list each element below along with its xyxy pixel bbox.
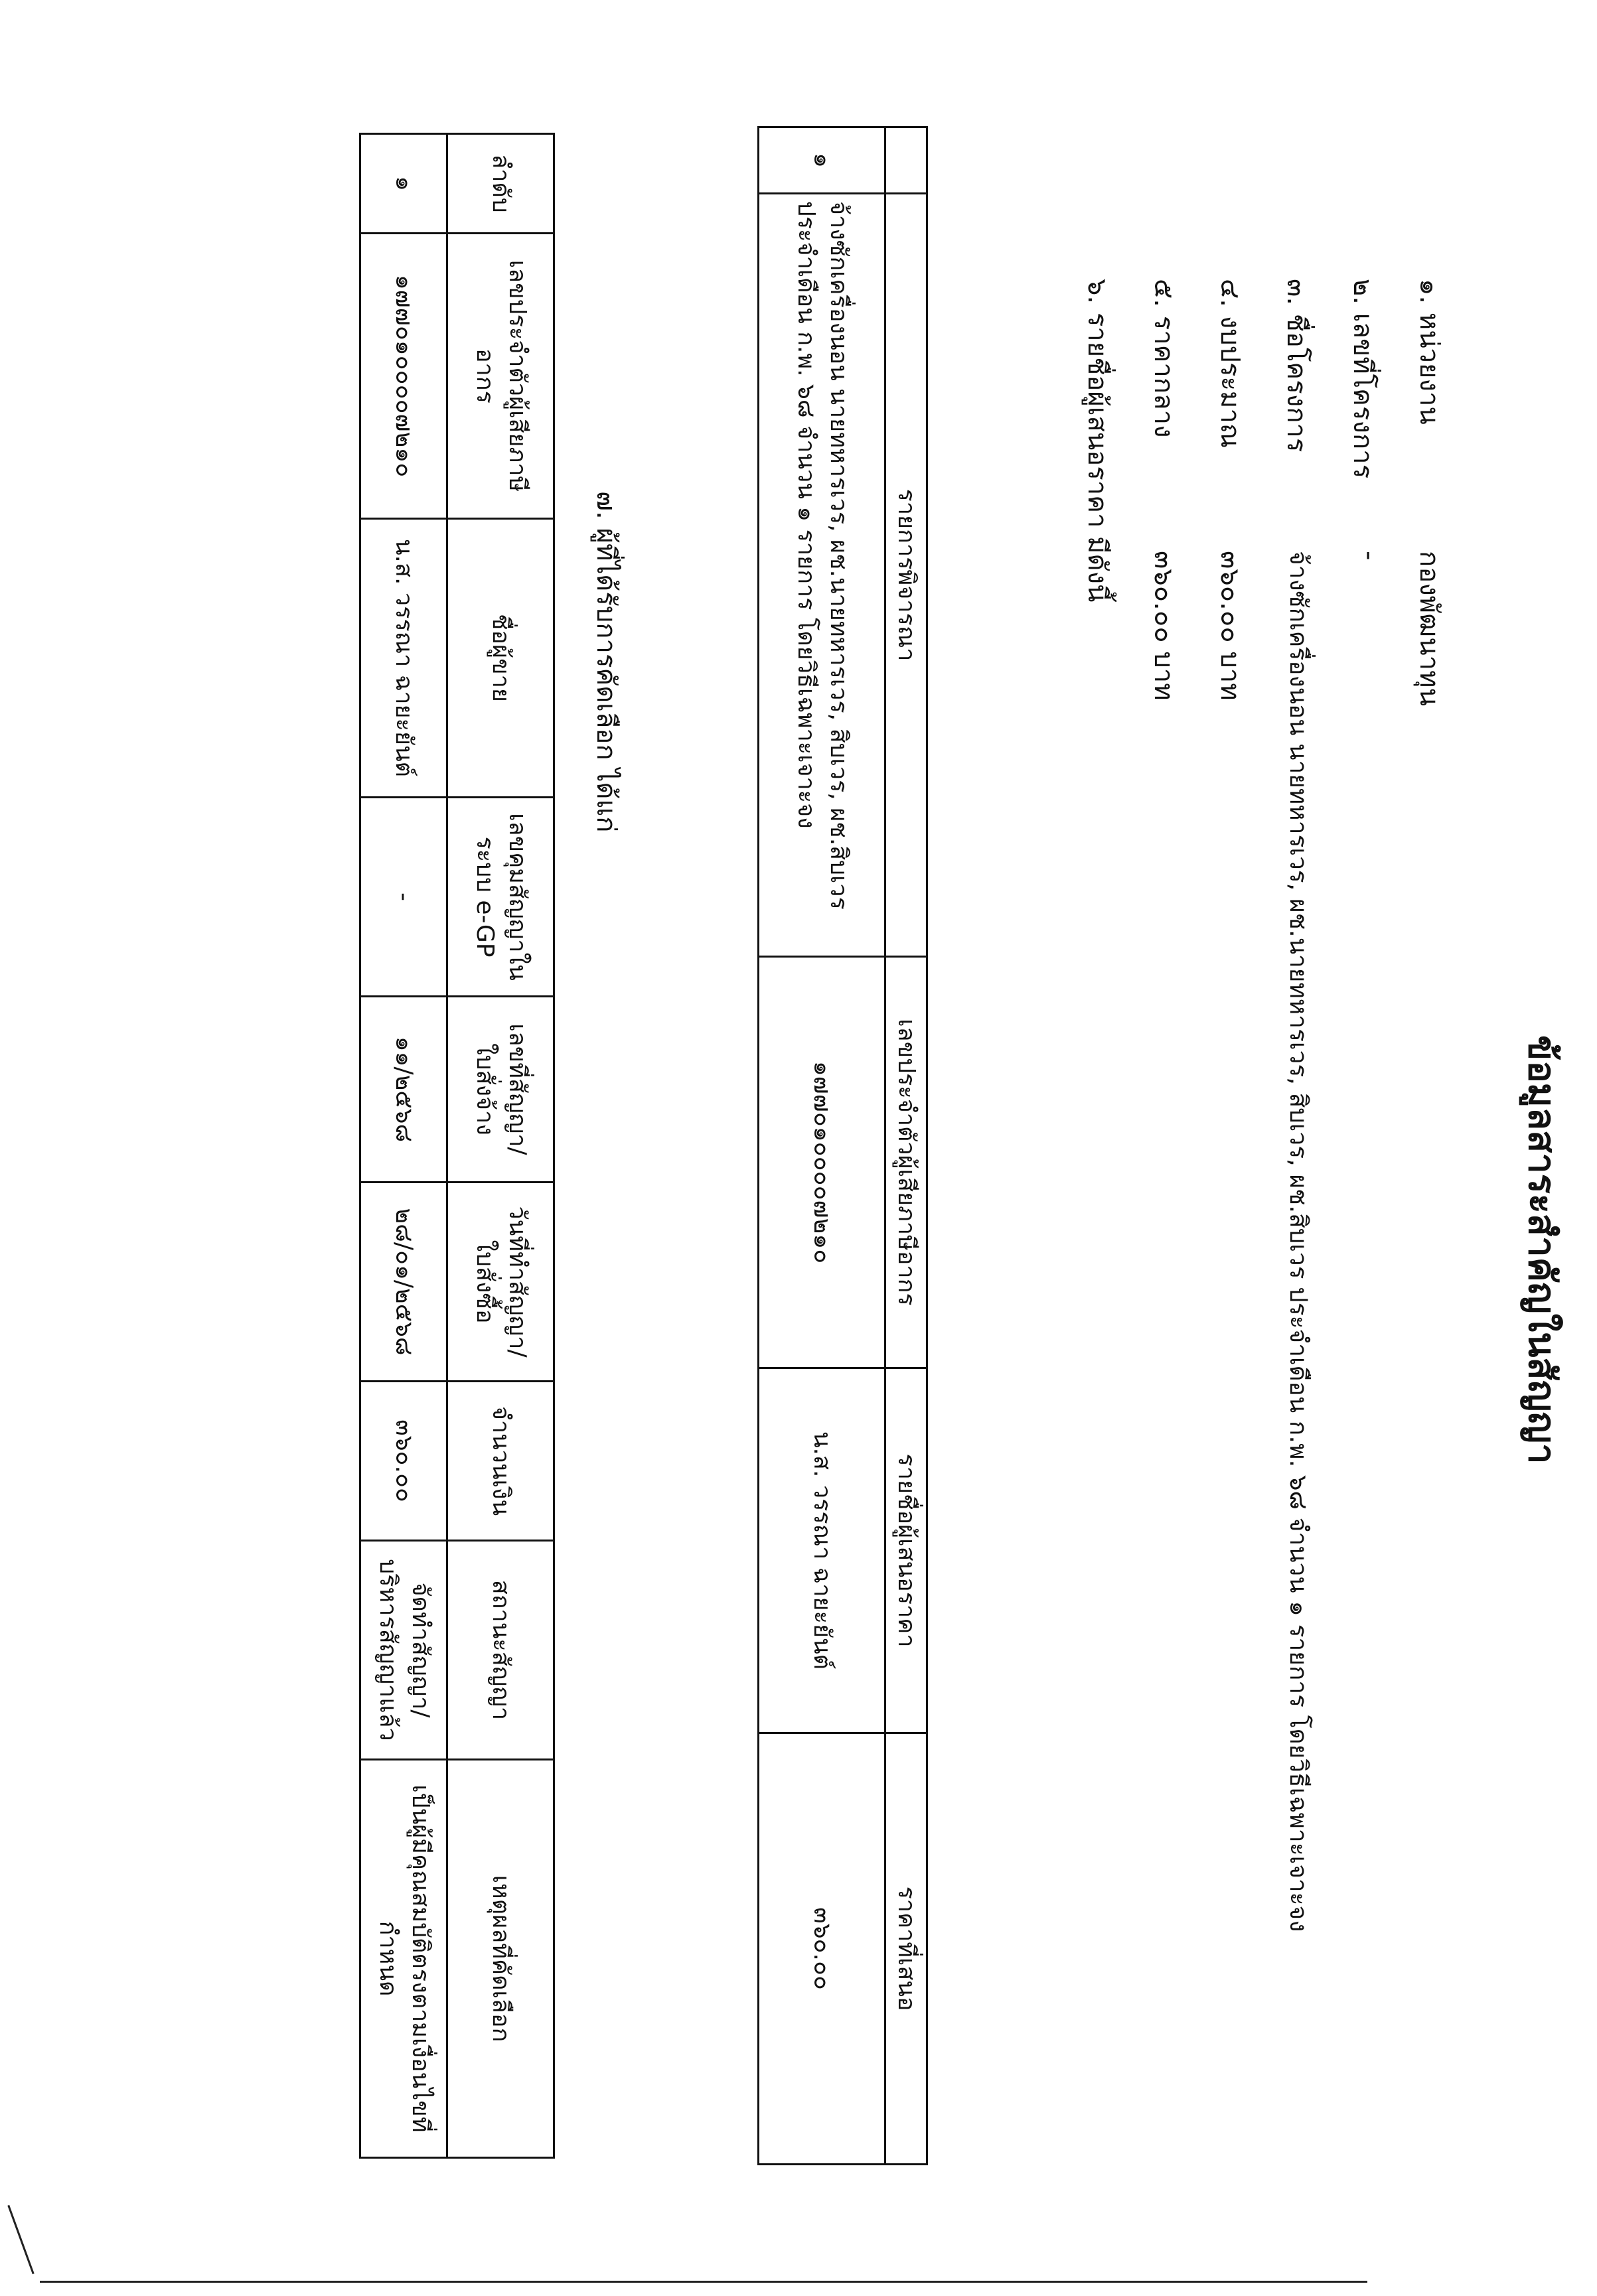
info-label: ๒. เลขที่โครงการ bbox=[1347, 279, 1378, 479]
table-row bbox=[759, 127, 885, 2165]
table-cell: ๑๗๗๐๑๐๐๐๐๗๒๑๐ bbox=[759, 957, 885, 1368]
table-cell: จ้างซักเครื่องนอน นายทหารเวร, ผช.นายทหารเวร, สิบเวร, ผช.สิบเวร ประจำเดือน ก.พ. ๖๘ จำนวน ๑ รายการ โดยวิธีเฉพาะเจาะจง bbox=[759, 194, 885, 957]
table-header: สถานะสัญญา bbox=[447, 1541, 554, 1760]
table-header: เลขที่สัญญา/ใบสั่งจ้าง bbox=[447, 997, 554, 1183]
table-header: จำนวนเงิน bbox=[447, 1382, 554, 1541]
table-cell: - bbox=[360, 798, 447, 997]
info-value: ๓๖๐.๐๐ บาท bbox=[1215, 551, 1245, 701]
info-label: ๖. รายชื่อผู้เสนอราคา มีดังนี้ bbox=[1082, 279, 1112, 603]
table-header-row bbox=[447, 134, 554, 2158]
table-header: ชื่อผู้ขาย bbox=[447, 519, 554, 798]
table-header: รายการพิจารณา bbox=[885, 194, 927, 957]
info-value: ๓๖๐.๐๐ บาท bbox=[1148, 551, 1179, 701]
table-header: ลำดับ bbox=[447, 134, 554, 234]
table-cell: ๒๘/๐๑/๒๕๖๘ bbox=[360, 1183, 447, 1382]
table-header bbox=[885, 127, 927, 194]
page-title: ข้อมูลสาระสำคัญในสัญญา bbox=[1520, 1035, 1563, 1465]
section-selected-heading: ๗. ผู้ที่ได้รับการคัดเลือก ได้แก่ bbox=[591, 491, 621, 833]
info-value: จ้างซักเครื่องนอน นายทหารเวร, ผช.นายทหารเวร, สิบเวร, ผช.สิบเวร ประจำเดือน ก.พ. ๖๘ จำนวน ๑ รายการ โดยวิธีเฉพาะเจาะจง bbox=[1284, 551, 1313, 1932]
table-cell: น.ส. วรรณา ฉายะยันต์ bbox=[360, 519, 447, 798]
scan-edge-line bbox=[40, 2281, 1367, 2283]
table-header: เหตุผลที่คัดเลือก bbox=[447, 1760, 554, 2158]
table-header-row bbox=[885, 127, 927, 2165]
table-cell: จัดทำสัญญา/บริหารสัญญาแล้ว bbox=[360, 1541, 447, 1760]
info-bidders bbox=[1077, 279, 1119, 602]
table-header: เลขประจำตัวผู้เสียภาษีอากร bbox=[447, 234, 554, 519]
selected-vendor-table bbox=[359, 133, 555, 2159]
table-header: เลขประจำตัวผู้เสียภาษีอากร bbox=[885, 957, 927, 1368]
table-cell: ๑ bbox=[759, 127, 885, 194]
table-cell: ๑๑/๒๕๖๘ bbox=[360, 997, 447, 1183]
table-header: รายชื่อผู้เสนอราคา bbox=[885, 1368, 927, 1733]
info-project-name bbox=[1276, 279, 1318, 1932]
info-project-number bbox=[1342, 279, 1385, 561]
table-cell: เป็นผู้มีคุณสมบัติตรงตามเงื่อนไขที่กำหนด bbox=[360, 1760, 447, 2158]
table-header: เลขคุมสัญญาในระบบ e-GP bbox=[447, 798, 554, 997]
table-header: ราคาที่เสนอ bbox=[885, 1733, 927, 2165]
info-label: ๕. ราคากลาง bbox=[1148, 279, 1179, 438]
info-median-price bbox=[1143, 279, 1185, 701]
table-header: วันที่ทำสัญญา/ใบสั่งซื้อ bbox=[447, 1183, 554, 1382]
info-value: - bbox=[1354, 551, 1385, 561]
table-cell: ๓๖๐.๐๐ bbox=[360, 1382, 447, 1541]
info-value: กองพัฒนาทุน bbox=[1414, 551, 1444, 706]
table-cell: ๓๖๐.๐๐ bbox=[759, 1733, 885, 2165]
table-cell: ๑ bbox=[360, 134, 447, 234]
table-cell: น.ส. วรรณา ฉายะยันต์ bbox=[759, 1368, 885, 1733]
info-label: ๔. งบประมาณ bbox=[1215, 279, 1245, 448]
info-label: ๓. ชื่อโครงการ bbox=[1281, 279, 1312, 453]
info-label: ๑. หน่วยงาน bbox=[1414, 279, 1444, 425]
table-cell: ๑๗๗๐๑๐๐๐๐๗๒๑๐ bbox=[360, 234, 447, 519]
info-budget bbox=[1209, 279, 1252, 701]
table-row bbox=[360, 134, 447, 2158]
bidders-table bbox=[757, 126, 928, 2165]
info-unit bbox=[1408, 279, 1451, 706]
